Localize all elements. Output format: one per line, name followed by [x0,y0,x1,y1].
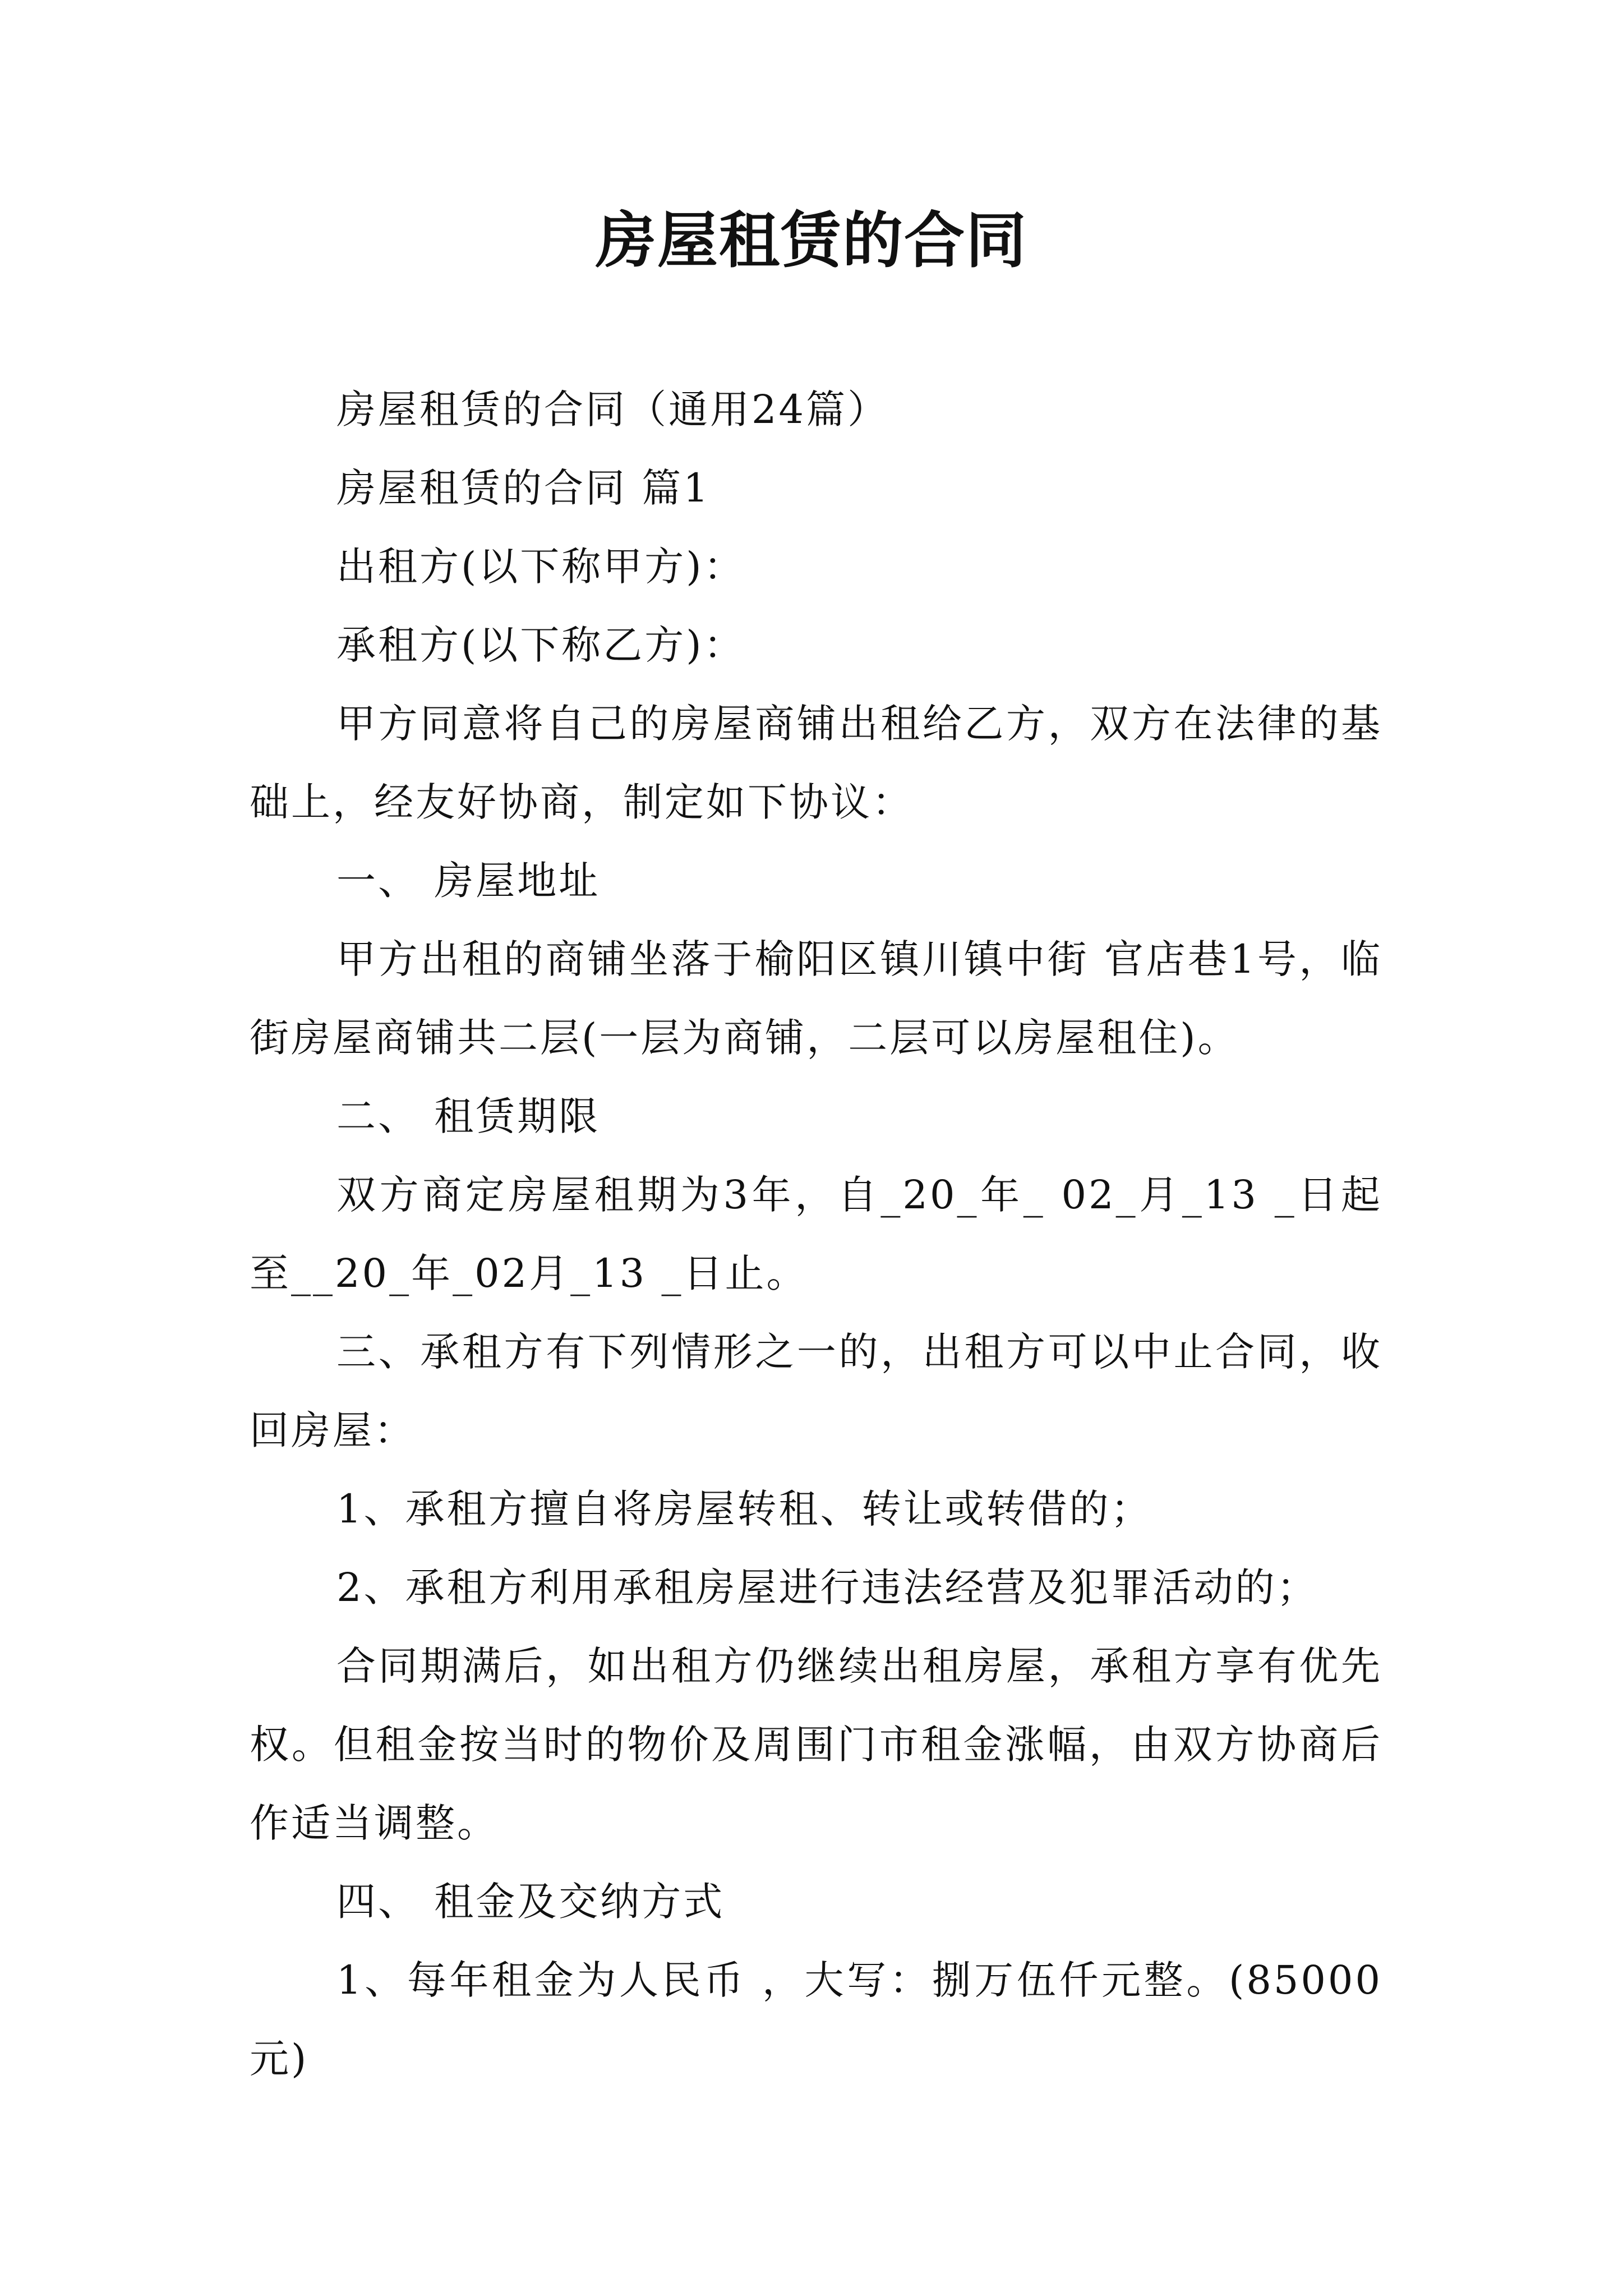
document-body [250,370,1382,2098]
document-title: 房屋租赁的合同 [595,206,1027,276]
paragraph-lessor: 出租方(以下称甲方)： [336,544,745,590]
list-item-termination-2: 2、承租方利用承租房屋进行违法经营及犯罪活动的； [336,1565,1318,1611]
paragraph-subtitle: 房屋租赁的合同（通用24篇） [336,386,889,432]
paragraph-address: 甲方出租的商铺坐落于榆阳区镇川镇中街 官店巷1号，临街房屋商铺共二层(一层为商铺，二层可以房屋租住)。 [250,936,1382,1061]
clause-heading-term: 二、 租赁期限 [336,1093,601,1139]
clause-heading-rent: 四、 租金及交纳方式 [336,1879,725,1925]
paragraph-renewal: 合同期满后，如出租方仍继续出租房屋，承租方享有优先权。但租金按当时的物价及周围门市租金涨幅，由双方协商后作适当调整。 [250,1643,1382,1846]
paragraph-agreement-intro: 甲方同意将自己的房屋商铺出租给乙方，双方在法律的基础上，经友好协商，制定如下协议： [250,701,1382,825]
clause-heading-termination: 三、承租方有下列情形之一的，出租方可以中止合同，收回房屋： [250,1329,1382,1453]
paragraph-section-heading: 房屋租赁的合同 篇1 [336,465,711,511]
paragraph-lessee: 承租方(以下称乙方)： [336,622,745,668]
clause-heading-address: 一、 房屋地址 [336,858,601,904]
list-item-rent-1: 1、每年租金为人民币 ，大写：捌万伍仟元整。(85000元) [250,1957,1382,2082]
list-item-termination-1: 1、承租方擅自将房屋转租、转让或转借的； [336,1486,1152,1532]
paragraph-term: 双方商定房屋租期为3年，自_20_年_ 02_月_13 _日起至__20_年_02月_13 _日止。 [250,1172,1382,1296]
